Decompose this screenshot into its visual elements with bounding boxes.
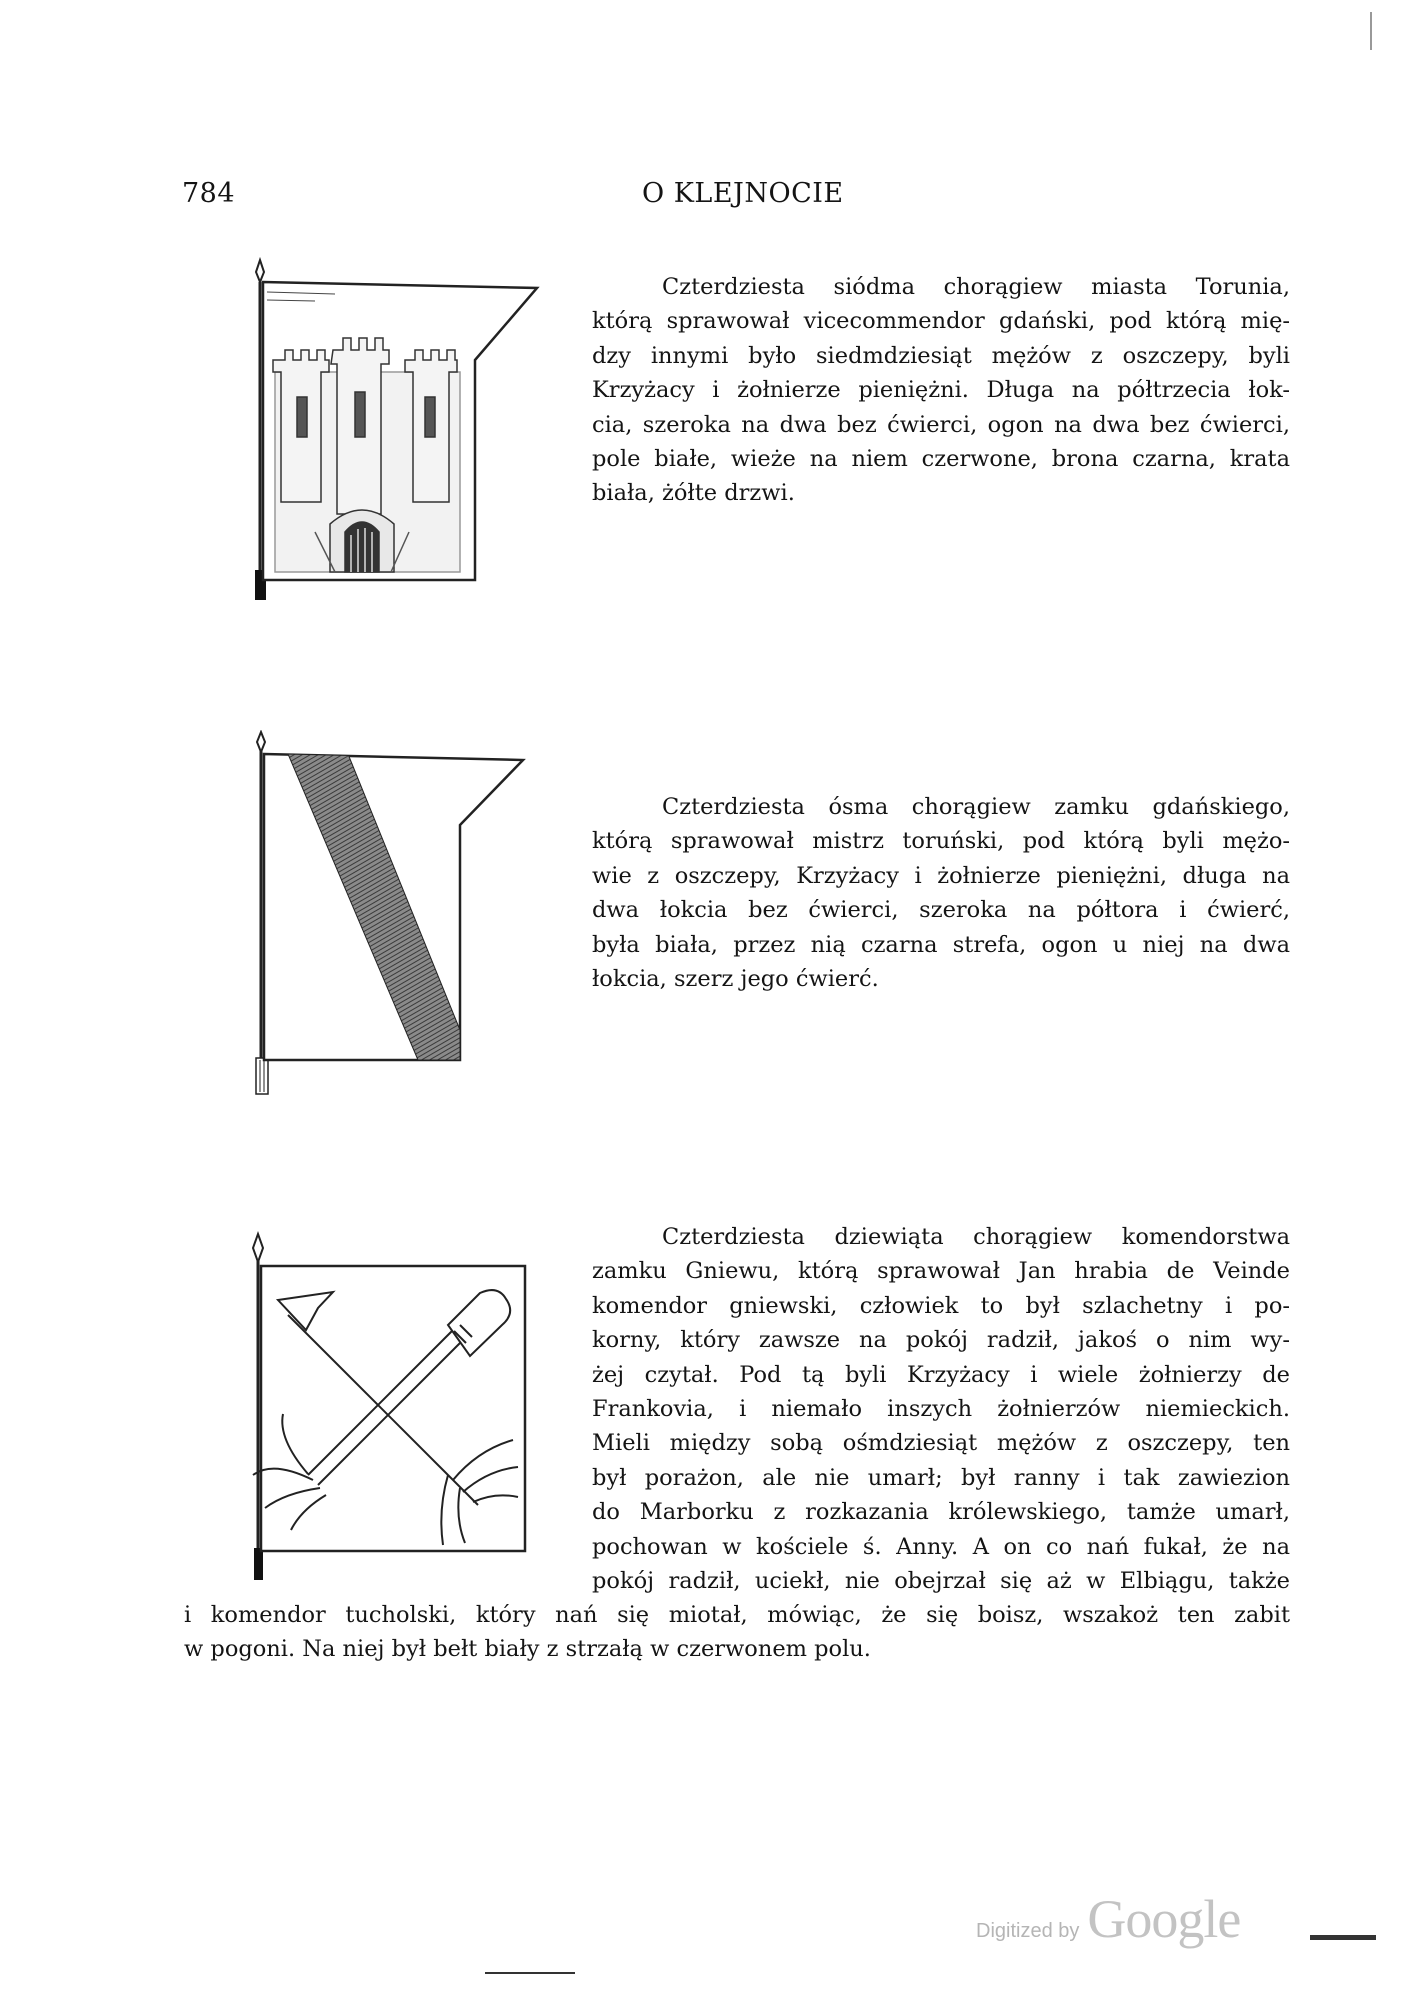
paragraph-flag-47 [592,270,1290,511]
text-line: biała, żółte drzwi. [592,480,795,507]
text-line: był porażon, ale nie umarł; był ranny i tak zawiezion [592,1464,1290,1491]
paragraph-flag-48 [592,790,1290,996]
text-line: zamku Gniewu, którą sprawował Jan hrabia de Veinde [592,1258,1290,1285]
text-line: Czterdziesta dziewiąta chorągiew komendorstwa [662,1224,1290,1250]
text-line: cia, szeroka na dwa bez ćwierci, ogon na dwa bez ćwierci, [592,411,1290,438]
text-line: Mieli między sobą ośmdziesiąt mężów z oszczepy, ten [592,1430,1290,1457]
scan-edge-mark [1370,12,1372,50]
paragraph-flag-49 [592,1220,1290,1598]
scan-edge-mark [1310,1935,1376,1940]
text-line: pochowan w kościele ś. Anny. A on co nań fukał, że na [592,1533,1290,1560]
text-line: którą sprawował mistrz toruński, pod którą byli mężo- [592,828,1290,855]
text-line: pokój radził, uciekł, nie obejrzał się aż w Elbiągu, także [592,1568,1290,1595]
text-line: Krzyżacy i żołnierze pieniężni. Długa na półtrzecia łok- [592,377,1290,404]
paragraph-flag-49-continuation [184,1598,1290,1667]
text-line: Frankovia, i niemało inszych żołnierzów niemieckich. [592,1396,1290,1423]
watermark-prefix: Digitized by [976,1920,1080,1942]
google-logo: Google [1087,1889,1241,1949]
text-line: wie z oszczepy, Krzyżacy i żołnierze pieniężni, długa na [592,862,1290,889]
text-line: Czterdziesta siódma chorągiew miasta Torunia, [662,274,1290,300]
running-title: O KLEJNOCIE [642,178,844,209]
text-line: łokcia, szerz jego ćwierć. [592,966,879,993]
text-line: była biała, przez nią czarna strefa, ogon u niej na dwa [592,931,1290,958]
digitization-watermark [976,1888,1240,1950]
text-line: którą sprawował vicecommendor gdański, pod którą mię- [592,308,1290,335]
torun-city-banner-illustration [245,252,545,612]
text-line: w pogoni. Na niej był bełt biały z strzałą w czerwonem polu. [184,1636,871,1663]
text-line: komendor gniewski, człowiek to był szlachetny i po- [592,1292,1290,1319]
text-line: i komendor tucholski, który nań się miotał, mówiąc, że się boisz, wszakoż ten zabit [184,1602,1290,1628]
text-line: Czterdziesta ósma chorągiew zamku gdańskiego, [662,794,1290,820]
text-line: dwa łokcia bez ćwierci, szeroka na półtora i ćwierć, [592,897,1290,924]
text-line: do Marborku z rozkazania królewskiego, tamże umarł, [592,1499,1290,1526]
page-header [182,178,1292,218]
scan-edge-mark [485,1972,575,1974]
gniew-commandery-banner-illustration [248,1230,548,1590]
text-line: pole białe, wieże na niem czerwone, brona czarna, krata [592,446,1290,473]
text-line: żej czytał. Pod tą byli Krzyżacy i wiele żołnierzy de [592,1361,1290,1388]
page-number: 784 [182,178,236,209]
gdansk-castle-banner-illustration [248,730,548,1100]
text-line: dzy innymi było siedmdziesiąt mężów z oszczepy, byli [592,342,1290,369]
text-line: korny, który zawsze na pokój radził, jakoś o nim wy- [592,1327,1290,1354]
